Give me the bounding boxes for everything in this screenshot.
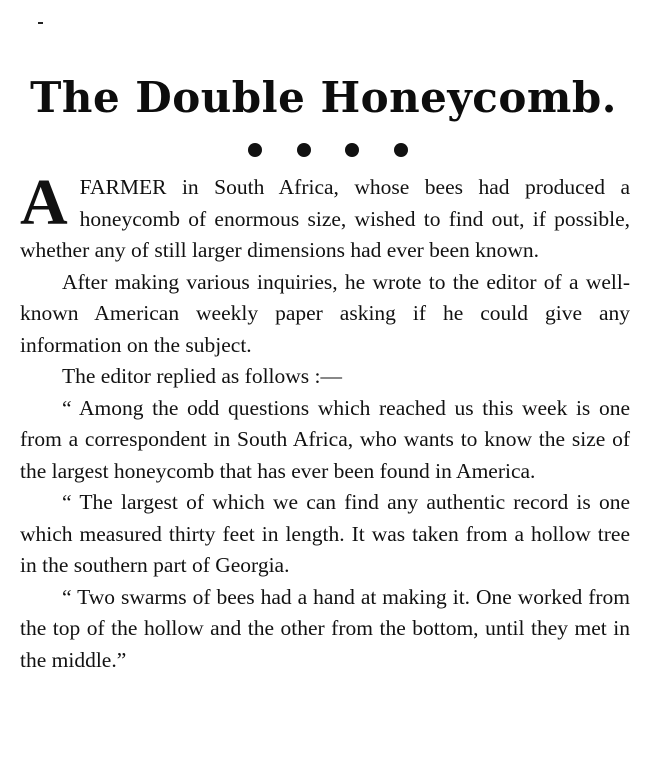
print-speck	[38, 22, 43, 24]
article-body	[20, 166, 630, 676]
paragraph-3: The editor replied as follows :—	[62, 364, 343, 388]
ornament-dot	[297, 143, 311, 157]
paragraph-1	[20, 166, 630, 267]
paragraph-1-text: FARMER in South Africa, whose bees had produced a honeycomb of enormous size, wished to find out, if possible, whether any of still larger dimensions had ever been known.	[20, 175, 630, 262]
paragraph-6: “ Two swarms of bees had a hand at making it. One worked from the top of the hollow and the other from the bottom, until they met in the middle.”	[20, 584, 630, 672]
paragraph-4: “ Among the odd questions which reached us this week is one from a correspondent in South Africa, who wants to know the size of the largest honeycomb that has ever been found in America.	[20, 395, 630, 483]
paragraph-2: After making various inquiries, he wrote to the editor of a well-known American weekly paper asking if he could give any information on the subject.	[20, 269, 630, 357]
paragraph-5: “ The largest of which we can find any authentic record is one which measured thirty feet in length. It was taken from a hollow tree in the southern part of Georgia.	[20, 490, 630, 577]
ornament-dot	[248, 143, 262, 157]
ornament-dots	[248, 143, 408, 159]
ornament-dot	[394, 143, 408, 157]
ornament-dot	[345, 143, 359, 157]
drop-cap: A	[20, 166, 68, 239]
article-title: The Double Honeycomb.	[30, 73, 617, 122]
